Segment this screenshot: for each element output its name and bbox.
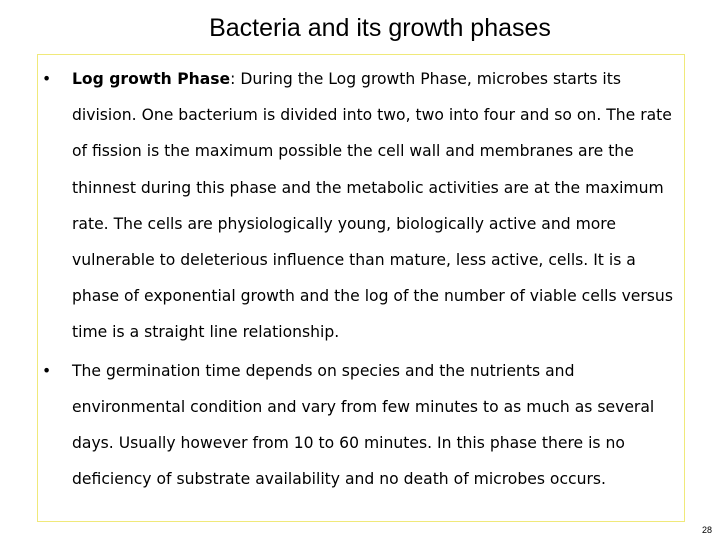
page-number: 28	[701, 525, 712, 535]
bullet-bold-term: Log growth Phase	[72, 70, 231, 88]
content-box	[37, 54, 685, 522]
bullet-item-germination	[38, 353, 684, 498]
bullet-text: : During the Log growth Phase, microbes starts its division. One bacterium is divided into two, two into four and so on. The rate of fission is the maximum possible the cell wall and membranes are the thinnest during this phase and the metabolic activities are at the maximum rate. The cells are physiologically young, biologically active and more vulnerable to deleterious influence than mature, less active, cells. It is a phase of exponential growth and the log of the number of viable cells versus time is a straight line relationship.	[72, 70, 673, 342]
bullet-text: The germination time depends on species and the nutrients and environmental condition and vary from few minutes to as much as several days. Usually however from 10 to 60 minutes. In this phase there is no deficiency of substrate availability and no death of microbes occurs.	[72, 361, 655, 489]
bullet-list	[38, 55, 684, 497]
bullet-dot-icon: •	[42, 361, 52, 380]
bullet-item-log-growth	[38, 61, 684, 351]
bullet-dot-icon: •	[42, 70, 52, 88]
slide-title: Bacteria and its growth phases	[209, 14, 551, 42]
